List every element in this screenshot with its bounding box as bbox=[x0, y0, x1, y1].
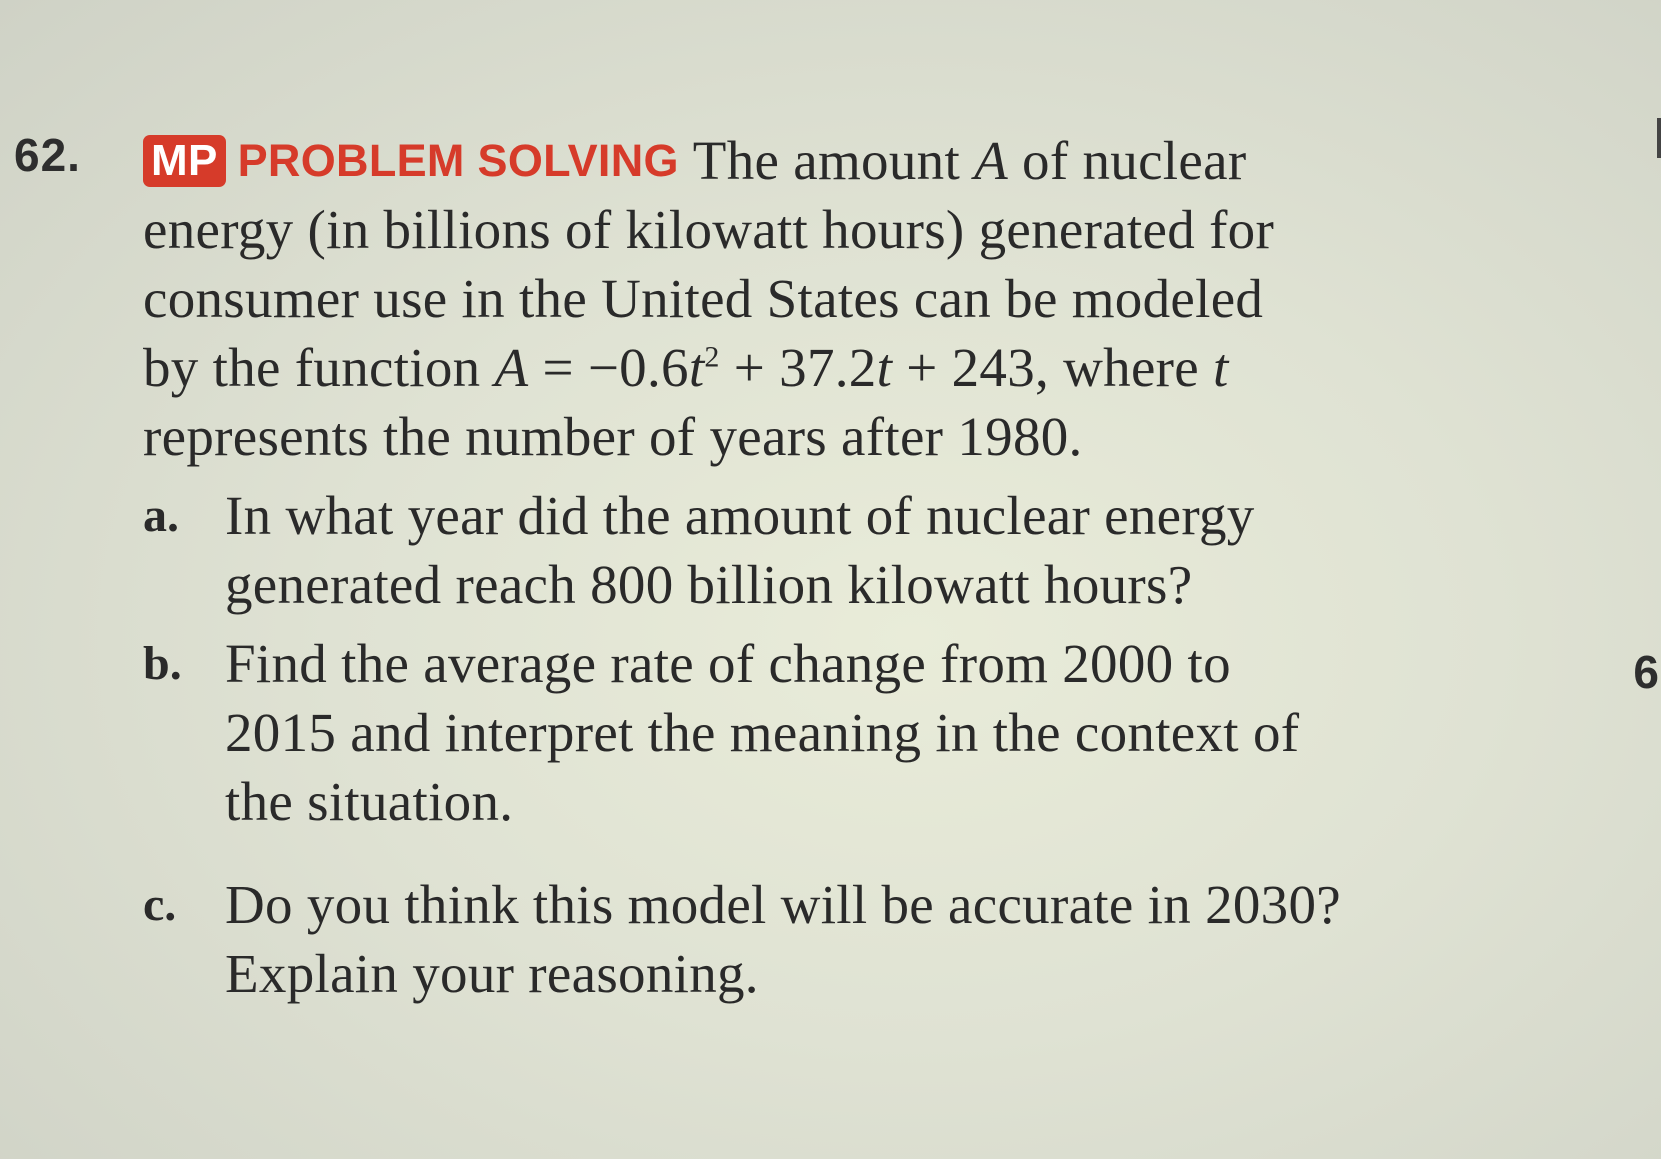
equation-part: + 243, where bbox=[892, 337, 1214, 398]
page-edge-mark bbox=[1657, 118, 1661, 158]
stem-line-3: consumer use in the United States can be modeled bbox=[143, 268, 1264, 329]
problem-number: 62. bbox=[14, 129, 81, 181]
part-label: c. bbox=[143, 878, 177, 931]
stem-line-4-function bbox=[143, 333, 1443, 402]
variable-A: A bbox=[494, 337, 529, 398]
part-line: In what year did the amount of nuclear energy bbox=[225, 485, 1255, 546]
stem-line-5: represents the number of years after 1980. bbox=[143, 406, 1083, 467]
problem-category-heading: PROBLEM SOLVING bbox=[237, 135, 679, 186]
part-a bbox=[143, 481, 1443, 619]
variable-t: t bbox=[1213, 337, 1229, 398]
equation-part: = −0.6 bbox=[528, 337, 689, 398]
part-label: a. bbox=[143, 489, 179, 542]
stem-text: by the function bbox=[143, 337, 495, 398]
edge-fragment: 6 bbox=[1633, 646, 1659, 698]
part-c bbox=[143, 870, 1443, 1008]
variable-t: t bbox=[876, 337, 893, 398]
stem-text: The amount bbox=[692, 130, 975, 191]
mp-badge: MP bbox=[143, 135, 226, 187]
stem-line-1 bbox=[143, 126, 1443, 195]
variable-A: A bbox=[974, 130, 1008, 191]
exponent: 2 bbox=[704, 340, 720, 374]
part-line: 2015 and interpret the meaning in the context of bbox=[225, 702, 1300, 763]
problem-62 bbox=[143, 126, 1443, 1008]
part-line: Explain your reasoning. bbox=[225, 943, 759, 1004]
problem-parts bbox=[143, 481, 1443, 1008]
equation-part: + 37.2 bbox=[719, 337, 877, 398]
part-b bbox=[143, 629, 1443, 836]
part-line: generated reach 800 billion kilowatt hours? bbox=[225, 554, 1193, 615]
part-line: Find the average rate of change from 2000 to bbox=[225, 633, 1231, 694]
stem-line-2: energy (in billions of kilowatt hours) generated for bbox=[143, 199, 1275, 260]
part-line: the situation. bbox=[225, 771, 514, 832]
part-line: Do you think this model will be accurate in 2030? bbox=[225, 874, 1341, 935]
variable-t: t bbox=[688, 337, 705, 398]
part-label: b. bbox=[143, 637, 182, 690]
stem-text: of nuclear bbox=[1007, 130, 1247, 191]
